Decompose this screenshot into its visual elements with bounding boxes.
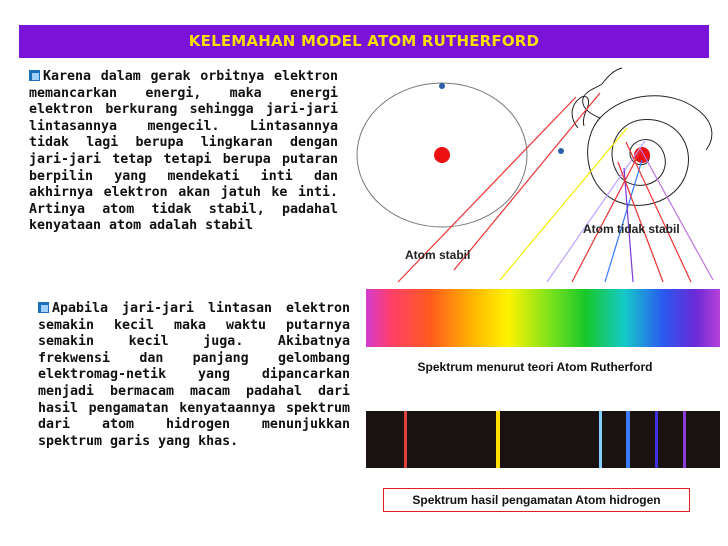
spectral-line-red xyxy=(404,411,407,468)
unstable-electron xyxy=(558,148,564,154)
spectral-line-indigo xyxy=(655,411,658,468)
ray-violet xyxy=(547,141,645,282)
caption-observed-spectrum: Spektrum hasil pengamatan Atom hidrogen xyxy=(383,488,690,512)
stable-nucleus xyxy=(434,147,450,163)
paragraph-spectrum-text: Apabila jari-jari lintasan elektron semakin kecil maka waktu putarnya semakin kecil juga. Akibatnya frekwensi dan panjang gelombang elektromag-netik yang dipancarkan menjadi bermacam macam padahal dari hasil pengamatan kenyataannya spektrum dari atom hidrogen menunjukkan spektrum garis yang khas. xyxy=(38,301,350,449)
ray-violet-3 xyxy=(640,148,713,280)
continuous-spectrum xyxy=(366,289,720,347)
ray-red-2 xyxy=(454,93,600,270)
label-atom-stable: Atom stabil xyxy=(405,248,471,262)
label-atom-unstable: Atom tidak stabil xyxy=(583,222,680,236)
spectral-line-cyan xyxy=(599,411,602,468)
paragraph-instability-text: Karena dalam gerak orbitnya elektron memancarkan energi, maka energi elektron berkurang sehingga jari-jari lintasannya mengecil. Lintasannya tidak lagi berupa lingkaran dengan jari-jari tetap tetapi berupa putaran berpilin yang mendekati inti dan akhirnya elektron akan jatuh ke inti. Artinya atom tidak stabil, padahal kenyataan atom adalah stabil xyxy=(29,69,338,234)
unstable-spiral xyxy=(583,68,712,205)
ray-red-5 xyxy=(626,142,691,282)
page-title: KELEMAHAN MODEL ATOM RUTHERFORD xyxy=(188,32,540,50)
spectral-line-yellow xyxy=(496,411,500,468)
stable-electron xyxy=(439,83,445,89)
caption-continuous-spectrum: Spektrum menurut teori Atom Rutherford xyxy=(383,355,687,381)
spectral-line-blue xyxy=(626,411,630,468)
spectral-line-violet xyxy=(683,411,686,468)
line-spectrum xyxy=(366,411,720,468)
ray-red-3 xyxy=(572,150,641,282)
